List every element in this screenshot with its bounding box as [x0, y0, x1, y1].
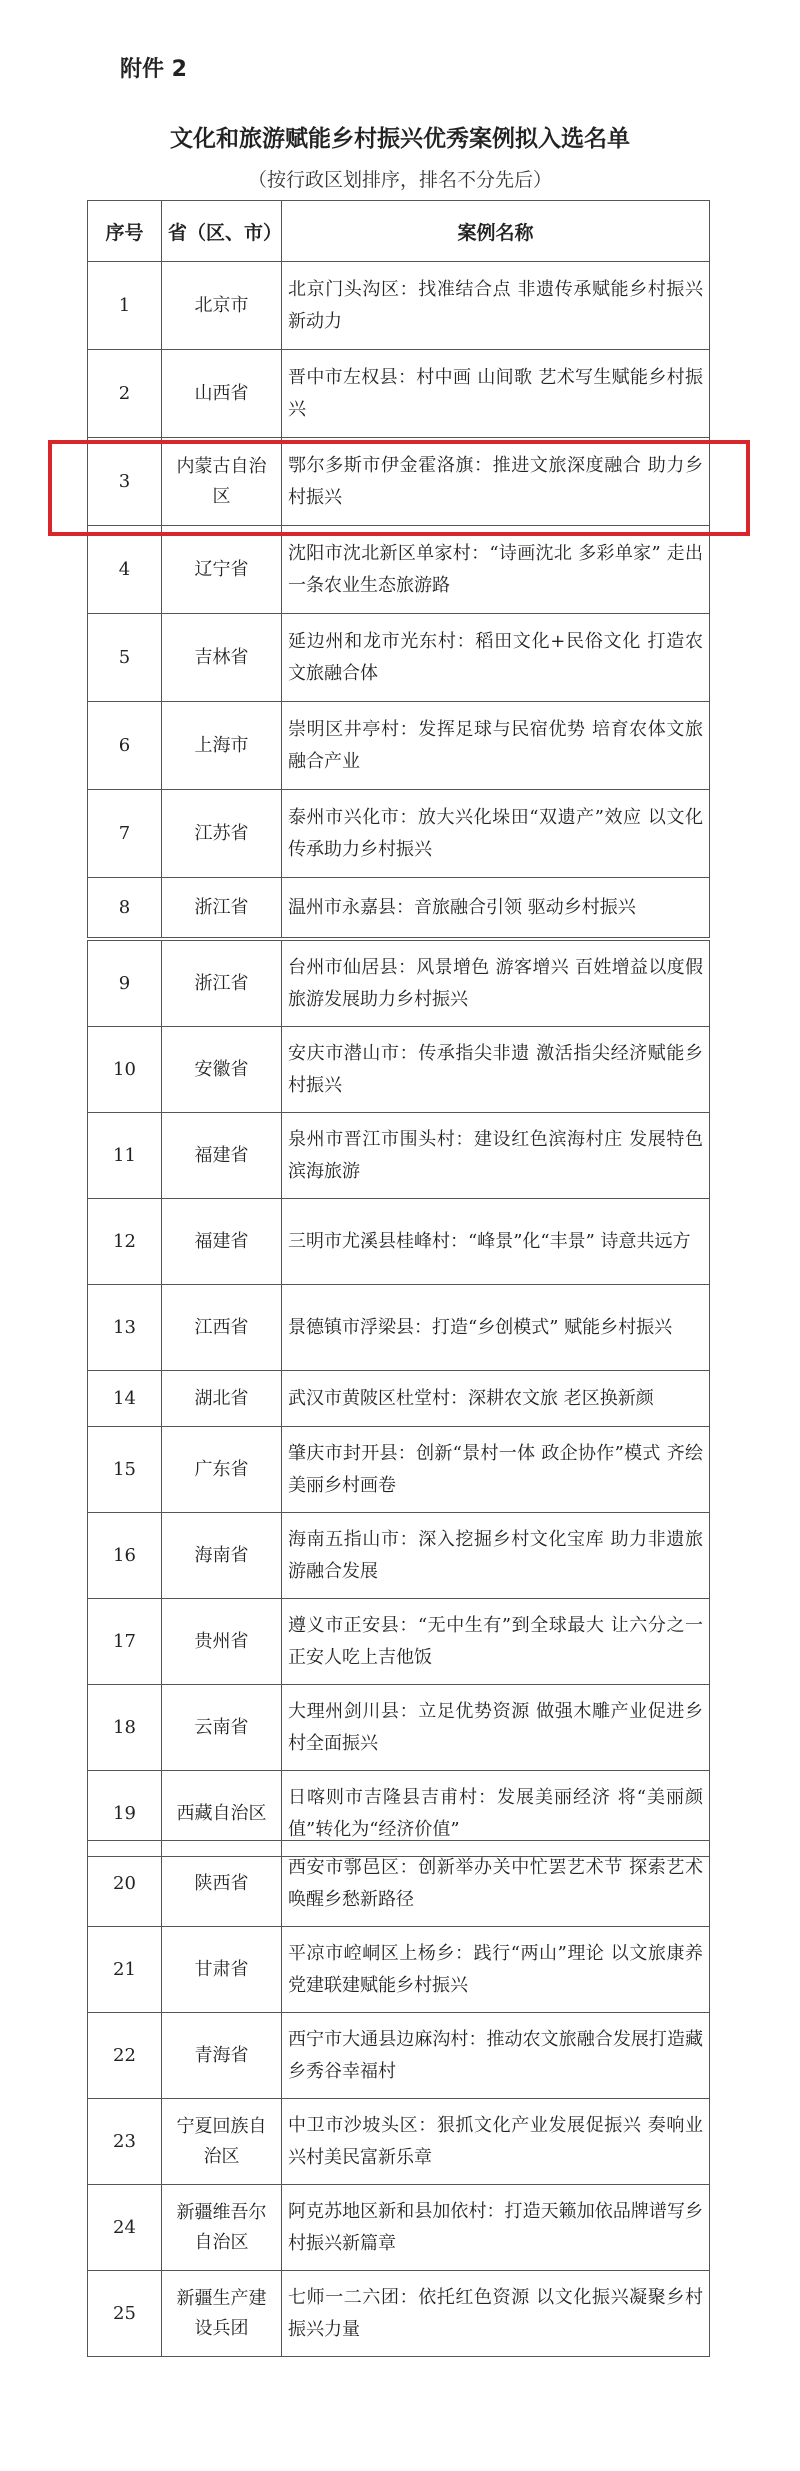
row-number: 6: [88, 702, 162, 790]
row-province: 辽宁省: [162, 526, 282, 614]
row-case-name: 沈阳市沈北新区单家村：“诗画沈北 多彩单家” 走出一条农业生态旅游路: [282, 526, 710, 614]
row-province: 宁夏回族自治区: [162, 2099, 282, 2185]
attachment-label: 附件 2: [120, 57, 187, 82]
row-number: 17: [88, 1599, 162, 1685]
row-province: 海南省: [162, 1513, 282, 1599]
row-province: 浙江省: [162, 941, 282, 1027]
row-number: 7: [88, 790, 162, 878]
row-case-name: 晋中市左权县：村中画 山间歌 艺术写生赋能乡村振兴: [282, 350, 710, 438]
document-title: 文化和旅游赋能乡村振兴优秀案例拟入选名单: [170, 126, 630, 152]
row-number: 12: [88, 1199, 162, 1285]
header-case-name: 案例名称: [282, 201, 710, 262]
table-row: [88, 1599, 710, 1685]
header-number: 序号: [88, 201, 162, 262]
row-number: 5: [88, 614, 162, 702]
row-number: 8: [88, 878, 162, 938]
row-province: 西藏自治区: [162, 1771, 282, 1857]
row-number: 2: [88, 350, 162, 438]
document-subtitle: （按行政区划排序，排名不分先后）: [247, 169, 552, 191]
row-case-name: 崇明区井亭村：发挥足球与民宿优势 培育农体文旅融合产业: [282, 702, 710, 790]
row-number: 25: [88, 2271, 162, 2357]
case-table-part-1: [87, 200, 710, 938]
table-row: [88, 1285, 710, 1371]
row-case-name: 武汉市黄陂区杜堂村：深耕农文旅 老区换新颜: [282, 1371, 710, 1427]
row-province: 甘肃省: [162, 1927, 282, 2013]
row-number: 16: [88, 1513, 162, 1599]
table-header-row: [88, 201, 710, 262]
table-row: [88, 1027, 710, 1113]
row-province: 新疆生产建设兵团: [162, 2271, 282, 2357]
row-number: 22: [88, 2013, 162, 2099]
row-province: 江西省: [162, 1285, 282, 1371]
row-case-name: 泉州市晋江市围头村：建设红色滨海村庄 发展特色滨海旅游: [282, 1113, 710, 1199]
row-case-name: 景德镇市浮梁县：打造“乡创模式” 赋能乡村振兴: [282, 1285, 710, 1371]
row-case-name: 七师一二六团：依托红色资源 以文化振兴凝聚乡村振兴力量: [282, 2271, 710, 2357]
row-number: 10: [88, 1027, 162, 1113]
row-number: 3: [88, 438, 162, 526]
table-row: [88, 2099, 710, 2185]
row-province: 福建省: [162, 1113, 282, 1199]
row-case-name: 北京门头沟区：找准结合点 非遗传承赋能乡村振兴新动力: [282, 262, 710, 350]
row-case-name: 海南五指山市：深入挖掘乡村文化宝库 助力非遗旅游融合发展: [282, 1513, 710, 1599]
highlight-box: [48, 440, 750, 536]
row-number: 19: [88, 1771, 162, 1857]
table-row: [88, 262, 710, 350]
row-case-name: 肇庆市封开县：创新“景村一体 政企协作”模式 齐绘美丽乡村画卷: [282, 1427, 710, 1513]
row-number: 4: [88, 526, 162, 614]
row-number: 1: [88, 262, 162, 350]
row-case-name: 西安市鄠邑区：创新举办关中忙罢艺术节 探索艺术唤醒乡愁新路径: [282, 1841, 710, 1927]
table-row: [88, 878, 710, 938]
table-row: [88, 1371, 710, 1427]
table-row: [88, 941, 710, 1027]
row-case-name: 安庆市潜山市：传承指尖非遗 激活指尖经济赋能乡村振兴: [282, 1027, 710, 1113]
row-case-name: 温州市永嘉县：音旅融合引领 驱动乡村振兴: [282, 878, 710, 938]
row-case-name: 平凉市崆峒区上杨乡：践行“两山”理论 以文旅康养党建联建赋能乡村振兴: [282, 1927, 710, 2013]
case-table-part-2: [87, 940, 710, 1857]
table-row: [88, 1113, 710, 1199]
row-case-name: 遵义市正安县：“无中生有”到全球最大 让六分之一正安人吃上吉他饭: [282, 1599, 710, 1685]
table-row: [88, 614, 710, 702]
row-province: 吉林省: [162, 614, 282, 702]
table-row: [88, 1927, 710, 2013]
table-row: [88, 1685, 710, 1771]
row-number: 15: [88, 1427, 162, 1513]
row-province: 安徽省: [162, 1027, 282, 1113]
row-province: 江苏省: [162, 790, 282, 878]
row-province: 青海省: [162, 2013, 282, 2099]
row-province: 广东省: [162, 1427, 282, 1513]
header-province: 省（区、市）: [162, 201, 282, 262]
row-number: 21: [88, 1927, 162, 2013]
row-province: 陕西省: [162, 1841, 282, 1927]
row-case-name: 三明市尤溪县桂峰村：“峰景”化“丰景” 诗意共远方: [282, 1199, 710, 1285]
row-number: 14: [88, 1371, 162, 1427]
table-row: [88, 526, 710, 614]
row-case-name: 鄂尔多斯市伊金霍洛旗：推进文旅深度融合 助力乡村振兴: [282, 438, 710, 526]
row-case-name: 阿克苏地区新和县加依村：打造天籁加依品牌谱写乡村振兴新篇章: [282, 2185, 710, 2271]
table-row: [88, 350, 710, 438]
row-case-name: 中卫市沙坡头区：狠抓文化产业发展促振兴 奏响业兴村美民富新乐章: [282, 2099, 710, 2185]
table-row: [88, 1513, 710, 1599]
table-row: [88, 702, 710, 790]
case-table-part-3: [87, 1840, 710, 2357]
row-province: 福建省: [162, 1199, 282, 1285]
row-province: 北京市: [162, 262, 282, 350]
row-number: 24: [88, 2185, 162, 2271]
table-row: [88, 2185, 710, 2271]
row-case-name: 泰州市兴化市：放大兴化垛田“双遗产”效应 以文化传承助力乡村振兴: [282, 790, 710, 878]
table-row: [88, 1427, 710, 1513]
row-case-name: 大理州剑川县：立足优势资源 做强木雕产业促进乡村全面振兴: [282, 1685, 710, 1771]
row-province: 湖北省: [162, 1371, 282, 1427]
table-row: [88, 2013, 710, 2099]
row-number: 23: [88, 2099, 162, 2185]
table-row: [88, 1199, 710, 1285]
row-province: 云南省: [162, 1685, 282, 1771]
row-case-name: 西宁市大通县边麻沟村：推动农文旅融合发展打造藏乡秀谷幸福村: [282, 2013, 710, 2099]
row-case-name: 延边州和龙市光东村：稻田文化+民俗文化 打造农文旅融合体: [282, 614, 710, 702]
row-case-name: 日喀则市吉隆县吉甫村：发展美丽经济 将“美丽颜值”转化为“经济价值”: [282, 1771, 710, 1857]
row-case-name: 台州市仙居县：风景增色 游客增兴 百姓增益以度假旅游发展助力乡村振兴: [282, 941, 710, 1027]
row-province: 新疆维吾尔自治区: [162, 2185, 282, 2271]
row-province: 内蒙古自治区: [162, 438, 282, 526]
row-number: 18: [88, 1685, 162, 1771]
row-province: 贵州省: [162, 1599, 282, 1685]
table-row: [88, 790, 710, 878]
row-number: 20: [88, 1841, 162, 1927]
table-row: [88, 1841, 710, 1927]
row-number: 13: [88, 1285, 162, 1371]
row-province: 浙江省: [162, 878, 282, 938]
row-number: 9: [88, 941, 162, 1027]
row-province: 上海市: [162, 702, 282, 790]
row-number: 11: [88, 1113, 162, 1199]
table-row: [88, 2271, 710, 2357]
row-province: 山西省: [162, 350, 282, 438]
